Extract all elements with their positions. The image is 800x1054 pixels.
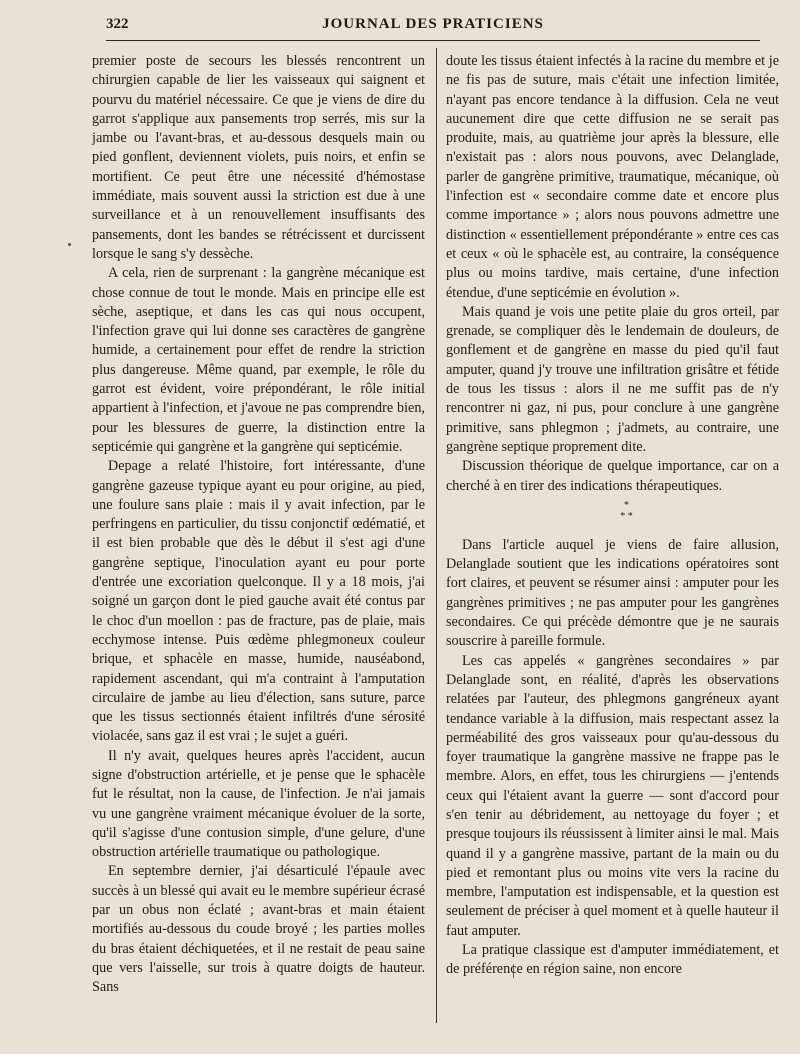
section-break	[474, 500, 779, 522]
paragraph: A cela, rien de surprenant : la gangrène mécanique est chose connue de tout le monde. Mais en principe elle est sèche, aseptique, et dans les cas qui nous occupent, l'infection grave qui lui donne ses caractères de gangrène humide, a certainement pour effet de rendre la striction plus dangereuse. Même quand, par exemple, le rôle du garrot est évident, voire prépondérant, le rôle initial appartient à l'infection, et j'avoue ne pas comprendre bien, pour les blessures de guerre, la distinction entre la septicémie qui gangrène et la gangrène qui septicémie.	[92, 265, 425, 455]
page-number: 322	[106, 16, 129, 32]
paragraph: En septembre dernier, j'ai désarticulé l'épaule avec succès à un blessé qui avait eu le membre supérieur écrasé par un obus non éclaté ; avant-bras et main étaient mortifiés au-dessous du coude broyé ; les parties molles du bras étaient déchiquetées, et il ne restait de peau saine que vers l'aisselle, sur trois à quatre doigts de hauteur. Sans	[92, 863, 425, 996]
paragraph: La pratique classique est d'amputer immédiatement, et de préférence en région saine, non encore	[446, 942, 779, 978]
paragraph: doute les tissus étaient infectés à la racine du membre et je ne fis pas de suture, mais c'était une infection limitée, n'ayant pas encore tendance à la diffusion. Cela ne veut aucunement dire que cette diffusion ne se serait pas produite, mais, au quatrième jour après la blessure, elle n'existait pas : alors nous pouvons, avec Delanglade, parler de gangrène primitive, traumatique, mécanique, où l'infection est « secondaire comme date et encore plus comme importance » ; alors nous pouvons admettre une distinction « essentiellement prépondérante » entre ces cas et ceux « où le sphacèle est, au contraire, la conséquence plus ou moins tardive, mais certaine, d'une infection étendue, d'une septicémie en évolution ».	[446, 53, 779, 301]
right-column	[446, 52, 779, 980]
paragraph: Il n'y avait, quelques heures après l'accident, aucun signe d'obstruction artérielle, et je pense que le sphacèle fut le résultat, non la cause, de l'infection. Je n'ai jamais vu une gangrène vraiment mécanique évoluer de la sorte, qu'il s'agisse d'une contusion simple, d'une gelure, d'une obstruction artérielle traumatique ou pathologique.	[92, 747, 425, 861]
paragraph: premier poste de secours les blessés rencontrent un chirurgien capable de lier les vaisseaux qui saignent et pourvu du matériel nécessaire. Ce que je viens de dire du garrot s'applique aux pansements trop serrés, mis sur la jambe ou l'avant-bras, et au-dessous desquels main ou pied gonflent, deviennent violets, puis noirs, et enfin se mortifient. Ce peut être une nécessité d'hémostase immédiate, mais souvent aussi la striction est due à une surveillance et à un renouvellement insuffisants des pansements, dont les bandes se rétrécissent et durcissent lorsque le sang s'y dessèche.	[92, 53, 425, 262]
left-column	[92, 52, 425, 998]
paragraph: Mais quand je vois une petite plaie du gros orteil, par grenade, se compliquer dès le lendemain de douleurs, de gonflement et de gangrène en masse du pied qu'il faut amputer, quand j'y trouve une infiltration grisâtre et fétide de tous les tissus : alors il ne me suffit pas de n'y rencontrer ni gaz, ni pus, pour conclure à une gangrène primitive, sans phlegmon ; j'admets, au contraire, une gangrène septique proprement dite.	[446, 303, 779, 455]
section-break-star: *	[620, 510, 626, 522]
paragraph: Dans l'article auquel je viens de faire allusion, Delanglade soutient que les indications opératoires sont fort claires, et peuvent se résumer ainsi : amputer pour les gangrènes primitives ; ne pas amputer pour les gangrènes secondaires. Ce qui précède démontre que je ne saurais souscrire à pareille formule.	[446, 536, 779, 650]
margin-mark	[68, 243, 71, 246]
paragraph: Les cas appelés « gangrènes secondaires » par Delanglade sont, en réalité, d'après les observations relatées par l'auteur, des phlegmons gangréneux ayant tendance variable à la diffusion, mais respectant assez la perméabilité des gros vaisseaux pour qu'au-dessous du foyer traumatique la gangrène massive ne frappe pas le membre. Alors, en effet, tous les chirurgiens — j'entends ceux qui l'étaient avant la guerre — sont d'accord pour s'en tenir au débridement, au nettoyage du foyer ; et presque toujours ils réussissent à limiter ainsi le mal. Mais quand il y a gangrène massive, partant de la main ou du pied et remontant plus ou moins vite vers la racine du membre, l'amputation est indispensable, et la question est seulement de préciser à quel moment et à quelle hauteur il faut amputer.	[446, 652, 779, 939]
section-break-stars	[474, 511, 779, 522]
running-title: JOURNAL DES PRATICIENS	[322, 16, 544, 32]
column-divider	[436, 48, 437, 1023]
section-break-star: *	[627, 510, 633, 522]
page-header	[106, 14, 760, 41]
paragraph: Discussion théorique de quelque importance, car on a cherché à en tirer des indications thérapeutiques.	[446, 458, 779, 494]
section-break-star: *	[624, 499, 629, 511]
paragraph: Depage a relaté l'histoire, fort intéressante, d'une gangrène gazeuse typique ayant eu pour origine, au pied, une foulure sans plaie : mais il y avait infection, par le perfringens en particulier, du tissu conjonctif œdématié, et il est bien probable que dès le début il s'est agi d'une gangrène septique, l'inoculation ayant eu pour porte d'entrée une excoriation quelconque. Il y a 18 mois, j'ai soigné un garçon dont le pied gauche avait été contus par le choc d'un moellon : pas de fracture, pas de plaie, mais ecchymose intense. Puis œdème phlegmoneux couleur brique, et sphacèle en masse, humide, nauséabond, rapidement ascendant, qui m'a contraint à l'amputation circulaire de jambe au lieu d'élection, sans suture, parce que les tissus sectionnés étaient infiltrés d'une sérosité violacée, sans gaz il est vrai ; le sujet a guéri.	[92, 458, 425, 745]
